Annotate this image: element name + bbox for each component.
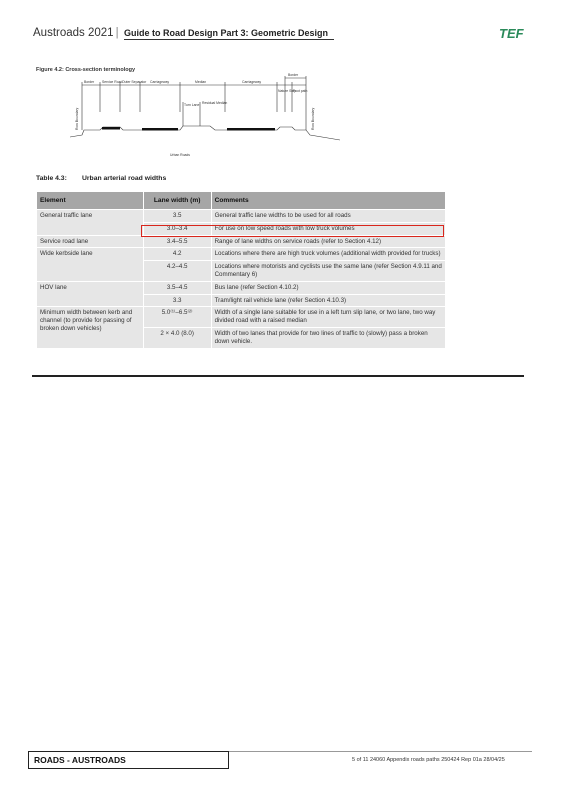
table-row: [37, 248, 446, 261]
header-lane-width: Lane width (m): [143, 192, 211, 210]
cell-element: Service road lane: [37, 235, 144, 248]
cell-comment: Width of two lanes that provide for two lines of traffic to (slowly) pass a broken down vehicle.: [211, 327, 445, 348]
cell-width: 4.2–4.5: [143, 261, 211, 282]
label-urban-roads: Urban Roads: [170, 153, 190, 157]
cell-width: 3.4–5.5: [143, 235, 211, 248]
urban-arterial-widths-table: [36, 191, 446, 349]
label-residual-median: Residual Median: [202, 101, 228, 105]
label-carriageway-right: Carriageway: [242, 80, 262, 84]
cell-comment: Locations where there are high truck volumes (additional width provided for trucks): [211, 248, 445, 261]
label-carriageway-left: Carriageway: [150, 80, 170, 84]
cell-element: General traffic lane: [37, 210, 144, 236]
table-row: [37, 210, 446, 223]
cell-comment: For use on low speed roads with low truck volumes: [211, 222, 445, 235]
footer-reference: 5 of 11 24060 Appendix roads paths 250424 Rep 01a 28/04/25: [352, 757, 505, 763]
document-title: Guide to Road Design Part 3: Geometric Design: [124, 28, 334, 40]
table-number: Table 4.3:: [36, 175, 67, 182]
label-service-road: Service Road: [102, 80, 123, 84]
publisher-text: Austroads 2021: [33, 27, 114, 39]
table-row: [37, 307, 446, 328]
label-nature-strip: Nature Strip: [278, 89, 297, 93]
cell-element: Wide kerbside lane: [37, 248, 144, 281]
publisher-label: [33, 27, 119, 39]
cell-width: 3.5: [143, 210, 211, 223]
cell-width: 4.2: [143, 248, 211, 261]
cell-comment: Range of lane widths on service roads (refer to Section 4.12): [211, 235, 445, 248]
label-border-right: Border: [288, 73, 299, 77]
svg-text:TEF: TEF: [499, 26, 524, 41]
header-comments: Comments: [211, 192, 445, 210]
figure-caption: Figure 4.2: Cross-section terminology: [36, 67, 136, 73]
cell-comment: Bus lane (refer Section 4.10.2): [211, 281, 445, 294]
label-row-boundary-right: Row Boundary: [311, 107, 315, 130]
cell-element: HOV lane: [37, 281, 144, 307]
section-divider: [32, 375, 524, 377]
label-turn-lane: Turn Lane: [184, 103, 200, 107]
cell-comment: Tram/light rail vehicle lane (refer Section 4.10.3): [211, 294, 445, 307]
table-title: Urban arterial road widths: [82, 175, 167, 182]
cell-width: 5.0⁽¹⁾–6.5⁽²⁾: [143, 307, 211, 328]
footer-section-label: ROADS - AUSTROADS: [28, 751, 229, 769]
label-outer-separator: Outer Separator: [122, 80, 147, 84]
label-median: Median: [195, 80, 207, 84]
cell-width: 3.5–4.5: [143, 281, 211, 294]
cell-comment: General traffic lane widths to be used for all roads: [211, 210, 445, 223]
label-footpath: Foot path: [293, 89, 308, 93]
table-caption: [36, 175, 166, 182]
highlight-box: [141, 225, 444, 237]
cell-width: 2 × 4.0 (8.0): [143, 327, 211, 348]
cell-comment: Width of a single lane suitable for use in a left turn slip lane, or two lane, two way divided road with a raised median: [211, 307, 445, 328]
carriageway-right-pavement: [227, 128, 275, 131]
label-row-boundary-left: Row Boundary: [75, 107, 79, 130]
table-header-row: [37, 192, 446, 210]
cell-width: 3.3: [143, 294, 211, 307]
service-road-pavement: [102, 127, 120, 130]
header-separator: |: [115, 27, 119, 39]
carriageway-left-pavement: [142, 128, 178, 131]
header-element: Element: [37, 192, 144, 210]
tef-logo-icon: [498, 25, 534, 41]
cell-element: Minimum width between kerb and channel (to provide for passing of broken down vehicles): [37, 307, 144, 348]
cell-width: 3.0–3.4: [143, 222, 211, 235]
label-border-left: Border: [84, 80, 95, 84]
cross-section-figure: [70, 72, 350, 162]
table-row: [37, 281, 446, 294]
cell-comment: Locations where motorists and cyclists use the same lane (refer Section 4.9.11 and Commentary 6): [211, 261, 445, 282]
table-row: [37, 235, 446, 248]
